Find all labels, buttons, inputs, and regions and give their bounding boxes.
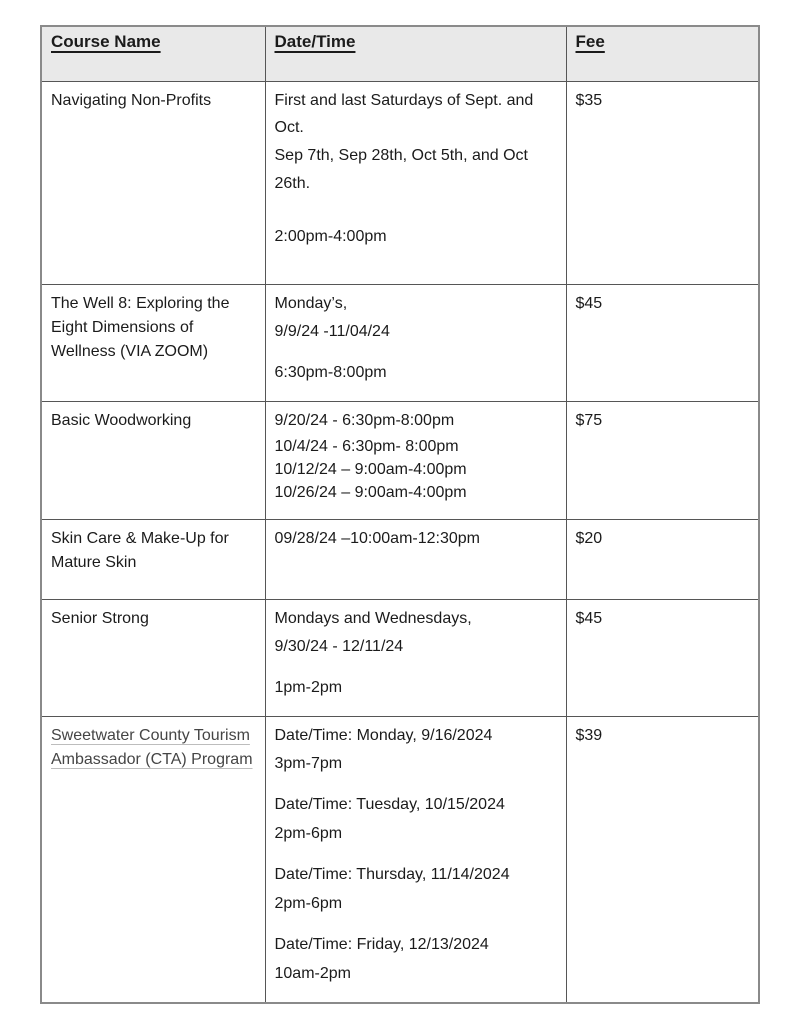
datetime-line: 10/12/24 – 9:00am-4:00pm	[274, 461, 467, 479]
fee-value: $45	[575, 609, 603, 627]
fee-value: $35	[575, 91, 603, 109]
datetime-line: Date/Time: Monday, 9/16/2024	[274, 726, 493, 744]
fee-value: $39	[575, 726, 603, 744]
datetime-line: 3pm-7pm	[274, 754, 343, 772]
datetime-line: 10/4/24 - 6:30pm- 8:00pm	[274, 437, 459, 455]
course-name: Basic Woodworking	[51, 411, 192, 429]
column-header-date-time: Date/Time	[265, 26, 566, 81]
course-name: Skin Care & Make-Up for Mature Skin	[51, 529, 229, 571]
table-header-row	[41, 26, 759, 81]
datetime-line: 2pm-6pm	[274, 894, 343, 912]
table-row	[41, 519, 759, 599]
datetime-cell	[265, 599, 566, 716]
column-header-course-name: Course Name	[41, 26, 265, 81]
course-name-cell	[41, 284, 265, 401]
datetime-line: 9/30/24 - 12/11/24	[274, 637, 404, 655]
datetime-cell	[265, 401, 566, 519]
datetime-cell	[265, 284, 566, 401]
table-row	[41, 599, 759, 716]
datetime-line: 9/9/24 -11/04/24	[274, 322, 390, 340]
datetime-line: Date/Time: Tuesday, 10/15/2024	[274, 796, 505, 814]
fee-cell	[566, 599, 759, 716]
course-name-cell	[41, 81, 265, 284]
fee-value: $45	[575, 294, 603, 312]
datetime-line: First and last Saturdays of Sept. and Oct.	[274, 91, 534, 137]
table-row	[41, 401, 759, 519]
datetime-line: 1pm-2pm	[274, 679, 343, 697]
datetime-line: 09/28/24 –10:00am-12:30pm	[274, 529, 480, 547]
table-row	[41, 284, 759, 401]
fee-cell	[566, 716, 759, 1003]
datetime-line: 10/26/24 – 9:00am-4:00pm	[274, 484, 467, 502]
datetime-line: 6:30pm-8:00pm	[274, 364, 387, 382]
fee-cell	[566, 284, 759, 401]
course-name-cell	[41, 401, 265, 519]
fee-value: $20	[575, 529, 603, 547]
course-name-cell	[41, 716, 265, 1003]
course-name: Senior Strong	[51, 609, 149, 627]
course-name: The Well 8: Exploring the Eight Dimensions of Wellness (VIA ZOOM)	[51, 294, 230, 360]
datetime-cell	[265, 716, 566, 1003]
table-row	[41, 81, 759, 284]
datetime-cell	[265, 81, 566, 284]
course-name: Sweetwater County Tourism Ambassador (CTA) Program	[51, 726, 253, 768]
datetime-line: Date/Time: Thursday, 11/14/2024	[274, 866, 510, 884]
course-name: Navigating Non-Profits	[51, 91, 212, 109]
column-header-fee: Fee	[566, 26, 759, 81]
datetime-line: Date/Time: Friday, 12/13/2024	[274, 936, 489, 954]
datetime-line: Monday’s,	[274, 294, 348, 312]
fee-cell	[566, 401, 759, 519]
datetime-line: 10am-2pm	[274, 964, 351, 982]
fee-cell	[566, 81, 759, 284]
datetime-line: 2pm-6pm	[274, 824, 343, 842]
datetime-line: Mondays and Wednesdays,	[274, 609, 472, 627]
course-name-cell	[41, 519, 265, 599]
fee-cell	[566, 519, 759, 599]
datetime-cell	[265, 519, 566, 599]
datetime-line: 9/20/24 - 6:30pm-8:00pm	[274, 411, 455, 429]
course-schedule-table	[40, 25, 760, 1004]
course-name-cell	[41, 599, 265, 716]
fee-value: $75	[575, 411, 603, 429]
datetime-line: 2:00pm-4:00pm	[274, 228, 387, 246]
table-row	[41, 716, 759, 1003]
datetime-line: Sep 7th, Sep 28th, Oct 5th, and Oct 26th.	[274, 146, 528, 192]
